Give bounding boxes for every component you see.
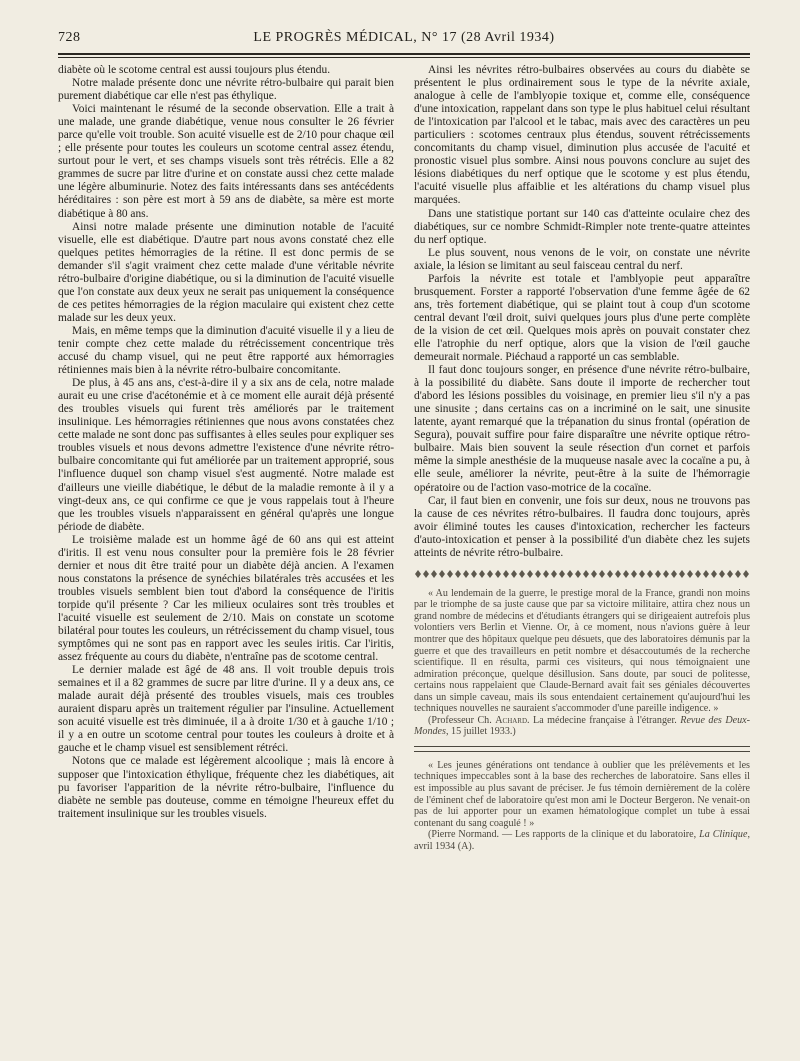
paragraph: Ainsi les névrites rétro-bulbaires observées au cours du diabète se présentent le plus ordinairement sous le type de la névrite axiale, analogue à celle de l'amblyopie toxique et, comme elle, conséquence d'une intoxication, rappelant dans son type le plus habituel celui résultant de l'intoxication par l'alcool et le tabac, mais avec des caractères un peu particuliers : scotomes centraux plus étendus, souvent rétrécissements concomitants du champ visuel, diminution plus accusée de l'acuité et pronostic visuel plus sombre. Ainsi nous pouvons conclure au sujet des lésions diabétiques du nerf optique que le scotome y est plus étendu, l'acuité visuelle plus affaiblie et les altérations du champ visuel plus marquées. <box>414 64 750 207</box>
paragraph: Mais, en même temps que la diminution d'acuité visuelle il y a lieu de tenir compte chez cette malade du rétrécissement concentrique très accusé du champ visuel, qui ne peut être rapporté aux hémorragies rétiniennes mais bien à la névrite rétro-bulbaire concomitante. <box>58 324 394 377</box>
paragraph: De plus, à 45 ans ans, c'est-à-dire il y a six ans de cela, notre malade aurait eu une crise d'acétonémie et à ce moment elle aurait déjà présenté des troubles visuels qui furent très améliorés par le traitement insulinique. Les hémorragies rétiniennes que nous avons constatées chez cette malade ne sont donc pas suffisantes à elles seules pour expliquer ses troubles visuels et nous devons admettre l'existence d'une névrite rétro-bulbaire concomitante qui fut améliorée par un traitement approprié, sous l'influence duquel son champ visuel s'est augmenté. Notre malade est d'ailleurs une vieille diabétique, le début de la maladie remonte à il y a vingt-deux ans, ce qui confirme ce que je vous rappelais tout à l'heure que les troubles visuels n'apparaissent en général qu'après une longue période de diabète. <box>58 377 394 533</box>
header-rule-thin <box>58 57 750 58</box>
divider-rule <box>414 746 750 747</box>
paragraph: Notre malade présente donc une névrite rétro-bulbaire qui parait bien purement diabétique car elle n'est pas éthylique. <box>58 77 394 103</box>
paragraph: Le dernier malade est âgé de 48 ans. Il voit trouble depuis trois semaines et il a 82 grammes de sucre par litre d'urine. Il y a deux ans, ce malade aurait déjà présenté des troubles visuels, mais ces troubles auraient disparu après un traitement régulier par l'insuline. Actuellement son acuité visuelle est très diminuée, il a à droite 1/30 et à gauche 1/10 ; il y a en outre un scotome central pour toutes les couleurs à droite et à gauche et le champ visuel est sensiblement rétréci. <box>58 664 394 755</box>
paragraph: Ainsi notre malade présente une diminution notable de l'acuité visuelle, elle est diabétique. D'autre part nous avons constaté chez elle quelques petites hémorragies de la rétine. Il est donc permis de se demander s'il s'agit vraiment chez cette malade d'une véritable névrite rétro-bulbaire d'origine diabétique, ou si la diminution de l'acuité visuelle que l'on constate aux deux yeux ne serait pas uniquement la conséquence de ces petites hémorragies de la région maculaire qui existent chez cette malade sur les deux yeux. <box>58 220 394 324</box>
paragraph: Parfois la névrite est totale et l'amblyopie peut apparaître brusquement. Forster a rapporté l'observation d'une femme âgée de 62 ans, très fortement diabétique, qui se plaint tout à coup d'un scotome central devant l'œil droit, suivi quelques jours plus d'une perte complète de la vision de cet œil. Quelques mois après on pouvait constater chez elle l'atrophie du nerf optique, alors que la vision de l'œil gauche demeurait normale. Piéchaud a rapporté un cas semblable. <box>414 272 750 364</box>
running-header <box>58 30 750 52</box>
paragraph: Notons que ce malade est légèrement alcoolique ; mais là encore à supposer que l'intoxication éthylique, fréquente chez les diabétiques, ait pu favoriser l'apparition de la névrite rétro-bulbaire, l'influence du diabète ne semble pas douteuse, comme en témoigne l'heureux effet du traitement insulinique sur les troubles visuels. <box>58 755 394 820</box>
quote-text: « Les jeunes générations ont tendance à oublier que les prélèvements et les techniques impeccables sont à la base des recherches de laboratoire. Sans elles il est impossible au plus savant de préciser. Je fus témoin dernièrement de la colère de l'éminent chef de laboratoire qu'est mon ami le Docteur Bergeron. Ne venait-on pas de lui apporter pour un examen hématologique complet un tube à essai contenant du sang coagulé ! » <box>414 759 750 829</box>
page-number: 728 <box>58 30 81 45</box>
header-rule-thick <box>58 53 750 55</box>
quote-text: « Au lendemain de la guerre, le prestige moral de la France, grandi non moins par le triomphe de sa juste cause que par sa victoire militaire, attira chez nous un grand nombre de médecins et d'étudiants étrangers qui se dirigeaient autrefois plus volontiers vers Berlin et Vienne. Or, à ce moment, nous n'avions guère à leur montrer que des hôpitaux quelque peu désuets, que des laboratoires démunis par la guerre et que des travailleurs en petit nombre et désaccoutumés de la recherche scientifique. Il en résulta, parmi ces visiteurs, qui nous témoignaient une admiration préconçue, quelque désillusion. Sans doute, par souci de politesse, certains nous rappelaient que Claude-Bernard avait fait ses géniales découvertes dans un simple caveau, mais ils sous entendaient certainement qu'aujourd'hui les techniques nouvelles ne sauraient s'accommoder d'une pareille indigence. » <box>414 587 750 715</box>
quote-normand <box>414 760 750 852</box>
right-column <box>414 64 750 852</box>
paragraph: Voici maintenant le résumé de la seconde observation. Elle a trait à une malade, une grande diabétique, venue nous consulter le 26 février parce qu'elle voit trouble. Son acuité visuelle est de 2/10 pour chaque œil ; elle présente pour toutes les couleurs un scotome central assez étendu, surtout pour le vert, et ses champs visuels sont très rétrécis. Elle a 82 grammes de sucre par litre d'urine et on constate aussi chez cette malade une légère albuminurie. Notez des faits intéressants dans ses antécédents héréditaires : son père est mort à 59 ans de diabète, sa mère est morte diabétique à 80 ans. <box>58 103 394 220</box>
left-column <box>58 64 394 821</box>
paragraph: Le plus souvent, nous venons de le voir, on constate une névrite axiale, la lésion se limitant au seul faisceau central du nerf. <box>414 246 750 272</box>
paragraph: Dans une statistique portant sur 140 cas d'atteinte oculaire chez des diabétiques, sur ce nombre Schmidt-Rimpler note trente-quatre atteintes du nerf optique. <box>414 207 750 246</box>
ornament-pattern-icon <box>414 568 750 580</box>
divider-rule <box>414 751 750 752</box>
paragraph: Il faut donc toujours songer, en présence d'une névrite rétro-bulbaire, à la possibilité du diabète. Sans doute il importe de rechercher tout d'abord les lésions possibles du voisinage, en premier lieu s'il n'y a pas une sinusite ; dans certains cas on a incriminé on le sait, une sinusite latente, ayant remarqué que la trépanation du sinus frontal (opération de Segura), pouvait suffire pour faire disparaître une névrite optique rétro-bulbaire. Mais bien souvent la seule résection d'un cornet et parfois même la simple anesthésie de la muqueuse nasale avec la cocaïne a pu, à elle seule, améliorer la névrite, peut-être à la suite de l'hémorragie opératoire ou de l'action vaso-motrice de la cocaïne. <box>414 364 750 494</box>
quote-source: (Professeur Ch. Achard. La médecine française à l'étranger. Revue des Deux-Mondes, 15 juillet 1933.) <box>414 714 750 738</box>
paragraph: Le troisième malade est un homme âgé de 60 ans qui est atteint d'iritis. Il est venu nous consulter pour la première fois le 28 février dernier et nous dit être traité pour un diabète déjà ancien. A l'examen nous constatons la présence de synéchies bilatérales très accusées et les troubles visuels semblent bien tout d'abord la conséquence de l'iritis torpide qu'il présente ? Car les milieux oculaires sont très troubles et l'acuité visuelle est seulement de 2/10. Mais on constate un scotome bilatéral pour toutes les couleurs, un rétrécissement du champ visuel, tous symptômes qui ne sont pas en rapport avec les seules iritis. Car l'iritis, assez fréquente au cours du diabète, n'entraîne pas de scotome central. <box>58 533 394 664</box>
running-title: LE PROGRÈS MÉDICAL, N° 17 (28 Avril 1934) <box>253 30 555 45</box>
ornamental-divider <box>414 568 750 580</box>
paragraph: Car, il faut bien en convenir, une fois sur deux, nous ne trouvons pas la cause de ces névrites rétro-bulbaires. Il faudra donc toujours, après avoir éliminé toutes les causes d'intoxication, rechercher les facteurs d'auto-intoxication et penser à la possibilité d'un diabète chez les sujets atteints de névrite rétro-bulbaire. <box>414 494 750 559</box>
paragraph: diabète où le scotome central est aussi toujours plus étendu. <box>58 64 331 76</box>
quote-achard <box>414 588 750 738</box>
quote-source: (Pierre Normand. — Les rapports de la clinique et du laboratoire, La Clinique, avril 1934 (A). <box>414 829 750 852</box>
